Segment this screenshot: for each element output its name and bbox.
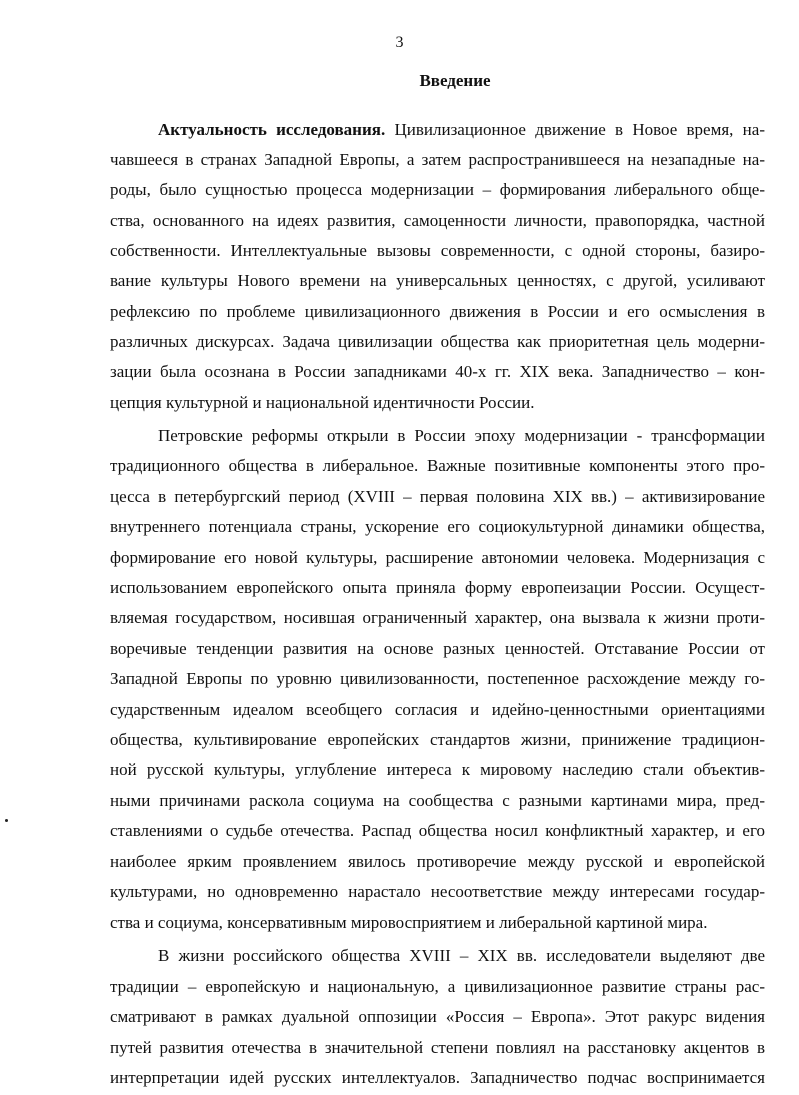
line-text: роды, было сущностью процесса модернизации – формирования либерального обще-: [110, 180, 765, 199]
text-line: [110, 1068, 765, 1088]
line-text: наиболее ярким проявлением явилось противоречие между русской и европейской: [110, 852, 765, 871]
text-line: [110, 393, 765, 413]
text-line: [110, 977, 765, 997]
text-line: [110, 578, 765, 598]
text-line: [110, 821, 765, 841]
line-text: воречивые тенденции развития на основе разных ценностей. Отставание России от: [110, 639, 765, 658]
text-line: [110, 608, 765, 628]
lead-in-bold: Актуальность исследования.: [158, 120, 386, 139]
section-heading: Введение: [419, 71, 491, 90]
line-text: ства и социума, консервативным мировосприятием и либеральной картиной мира.: [110, 913, 708, 932]
text-line: [110, 180, 765, 200]
line-text: сматривают в рамках дуальной оппозиции «Россия – Европа». Этот ракурс видения: [110, 1007, 765, 1026]
text-line: [158, 426, 765, 446]
line-text: вание культуры Нового времени на универсальных ценностях, с другой, усиливают: [110, 271, 765, 290]
line-text: зации была осознана в России западниками 40-х гг. XIX века. Западничество – кон-: [110, 362, 765, 381]
text-line: [110, 760, 765, 780]
text-line: [110, 487, 765, 507]
text-line: [110, 852, 765, 872]
text-line: [110, 302, 765, 322]
line-text: чавшееся в странах Западной Европы, а затем распространившееся на незападные на-: [110, 150, 765, 169]
text-line: [110, 211, 765, 231]
line-text: использованием европейского опыта приняла форму европеизации России. Осущест-: [110, 578, 765, 597]
text-line: [110, 700, 765, 720]
line-text: рефлексию по проблеме цивилизационного движения в России и его осмысления в: [110, 302, 765, 321]
line-text: сударственным идеалом всеобщего согласия и идейно-ценностными ориентациями: [110, 700, 765, 719]
scan-speck: [5, 819, 8, 822]
text-line: [110, 271, 765, 291]
text-line: [110, 362, 765, 382]
text-line: [158, 946, 765, 966]
line-text: традиционного общества в либеральное. Важные позитивные компоненты этого про-: [110, 456, 765, 475]
text-line: [110, 1038, 765, 1058]
line-text: культурами, но одновременно нарастало несоответствие между интересами государ-: [110, 882, 765, 901]
line-text: вляемая государством, носившая ограниченный характер, она вызвала к жизни проти-: [110, 608, 765, 627]
line-text: В жизни российского общества XVIII – XIX вв. исследователи выделяют две: [158, 946, 765, 965]
line-text: ными причинами раскола социума на сообщества с разными картинами мира, пред-: [110, 791, 765, 810]
line-text: формирование его новой культуры, расширение автономии человека. Модернизация с: [110, 548, 765, 567]
text-line: [110, 150, 765, 170]
line-text: цесса в петербургский период (XVIII – первая половина XIX вв.) – активизирование: [110, 487, 765, 506]
line-text: традиции – европейскую и национальную, а цивилизационное развитие страны рас-: [110, 977, 765, 996]
text-line: [110, 730, 765, 750]
text-line: [110, 456, 765, 476]
line-text: цепция культурной и национальной идентичности России.: [110, 393, 535, 412]
text-line: [110, 548, 765, 568]
line-text: Западной Европы по уровню цивилизованности, постепенное расхождение между го-: [110, 669, 765, 688]
text-line: [110, 669, 765, 689]
line-text: ной русской культуры, углубление интереса к мировому наследию стали объектив-: [110, 760, 765, 779]
text-line: [110, 913, 765, 933]
text-line: [110, 791, 765, 811]
page-number: 3: [395, 34, 404, 51]
line-text: Петровские реформы открыли в России эпоху модернизации - трансформации: [158, 426, 765, 445]
text-line: [110, 639, 765, 659]
line-text: путей развития отечества в значительной степени повлиял на расстановку акцентов в: [110, 1038, 765, 1057]
text-line: [110, 241, 765, 261]
text-line: [110, 517, 765, 537]
text-line: [158, 120, 765, 140]
text-line: [110, 1007, 765, 1027]
line-text: интерпретации идей русских интеллектуалов. Западничество подчас воспринимается: [110, 1068, 765, 1087]
text-line: [110, 882, 765, 902]
line-text: собственности. Интеллектуальные вызовы современности, с одной стороны, базиро-: [110, 241, 765, 260]
line-text: общества, культивирование европейских стандартов жизни, принижение традицион-: [110, 730, 765, 749]
line-text: Цивилизационное движение в Новое время, на-: [385, 120, 765, 139]
line-text: ства, основанного на идеях развития, самоценности личности, правопорядка, частной: [110, 211, 765, 230]
line-text: внутреннего потенциала страны, ускорение его социокультурной динамики общества,: [110, 517, 765, 536]
text-line: [110, 332, 765, 352]
line-text: различных дискурсах. Задача цивилизации общества как приоритетная цель модерни-: [110, 332, 765, 351]
line-text: ставлениями о судьбе отечества. Распад общества носил конфликтный характер, и его: [110, 821, 765, 840]
